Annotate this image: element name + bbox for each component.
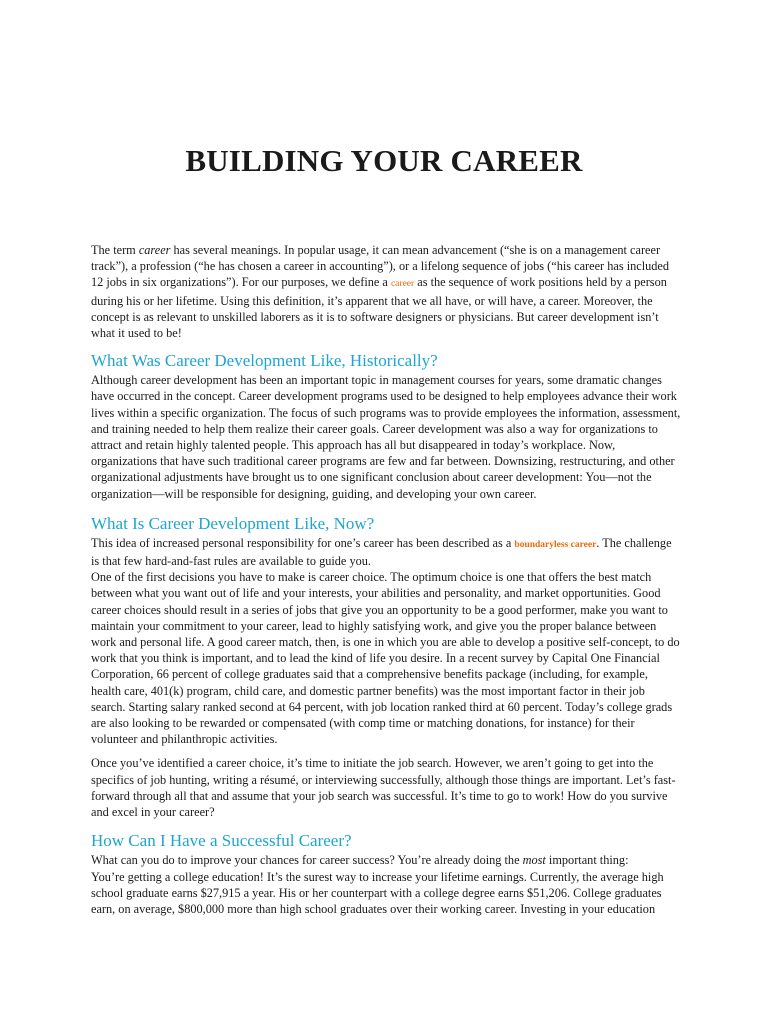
intro-emphasis-career: career <box>138 243 171 257</box>
success-text-b: important thing: <box>545 853 629 868</box>
intro-text-a: The term <box>91 243 139 257</box>
historically-paragraph: Although career development has been an important topic in management courses for years, some dramatic changes have occurred in the concept. Career development programs used to be designed to help employees advance their work lives within a specific organization. The focus of such programs was to provide employees the information, assessment, and training needed to help them realize their career goals. Career development was also a way for organizations to attract and retain highly talented people. This approach has all but disappeared in today’s workplace. Now, organizations that have such traditional career programs are few and far between. Downsizing, restructuring, and other organizational adjustments have brought us to one significant conclusion about career development: You—not the organization—will be responsible for designing, guiding, and developing your own career. <box>91 373 681 501</box>
now-text-a: This idea of increased personal responsibility for one’s career has been described as a <box>91 535 515 550</box>
success-intro-paragraph <box>91 852 681 868</box>
success-emphasis-most: most <box>522 853 546 868</box>
key-term-career: career <box>390 279 415 290</box>
section-heading-historically: What Was Career Development Like, Historically? <box>91 351 438 371</box>
intro-text-c: as the sequence of work positions held by a person during his or her lifetime. Using this definition, it’s apparent that we all have, or will have, a career. Moreover, the concept is as relevant to unskilled laborers as it is to software designers or physicians. But career development isn’t what it used to be! <box>91 275 667 341</box>
success-text-a: What can you do to improve your chances for career success? You’re already doing the <box>91 853 523 868</box>
key-term-boundaryless-career: boundaryless career <box>514 539 597 550</box>
intro-paragraph <box>91 242 681 341</box>
boundaryless-paragraph <box>91 535 681 569</box>
now-text-b: . The challenge is that few hard-and-fast rules are available to guide you. <box>91 535 672 569</box>
career-choice-paragraph: One of the first decisions you have to make is career choice. The optimum choice is one that offers the best match between what you want out of life and your interests, your abilities and personality, and market opportunities. Good career choices should result in a series of jobs that give you an opportunity to be a good performer, make you want to maintain your commitment to your career, lead to highly satisfying work, and give you the proper balance between work and personal life. A good career match, then, is one in which you are able to develop a positive self-concept, to do work that you think is important, and to lead the kind of life you desire. In a recent survey by Capital One Financial Corporation, 66 percent of college graduates said that a comprehensive benefits package (including, for example, health care, 401(k) program, child care, and domestic partner benefits) was the most important factor in their job search. Starting salary ranked second at 64 percent, with job location ranked third at 60 percent. Today’s college grads are also looking to be rewarded or compensated (with comp time or matching donations, for instance) for their volunteer and philanthropic activities. <box>91 570 680 747</box>
section-heading-successful: How Can I Have a Successful Career? <box>91 831 352 851</box>
intro-text-b: has several meanings. In popular usage, it can mean advancement (“she is on a management career track”), a profession (“he has chosen a career in accounting”), or a lifelong sequence of jobs (“his career has included 12 jobs in six organizations”). For our purposes, we define a <box>91 243 670 290</box>
section-heading-now: What Is Career Development Like, Now? <box>91 513 375 533</box>
education-paragraph: You’re getting a college education! It’s the surest way to increase your lifetime earnings. Currently, the average high school graduate earns $27,915 a year. His or her counterpart with a college degree earns $51,206. College graduates earn, on average, $800,000 more than high school graduates over their working career. Investing in your education <box>91 869 664 916</box>
page-title: BUILDING YOUR CAREER <box>185 143 583 178</box>
document-body <box>91 242 681 917</box>
job-search-paragraph: Once you’ve identified a career choice, it’s time to initiate the job search. However, we aren’t going to get into the specifics of job hunting, writing a résumé, or interviewing successfully, although those things are important. Let’s fast-forward through all that and assume that your job search was successful. It’s time to go to work! How do you survive and excel in your career? <box>91 756 676 820</box>
